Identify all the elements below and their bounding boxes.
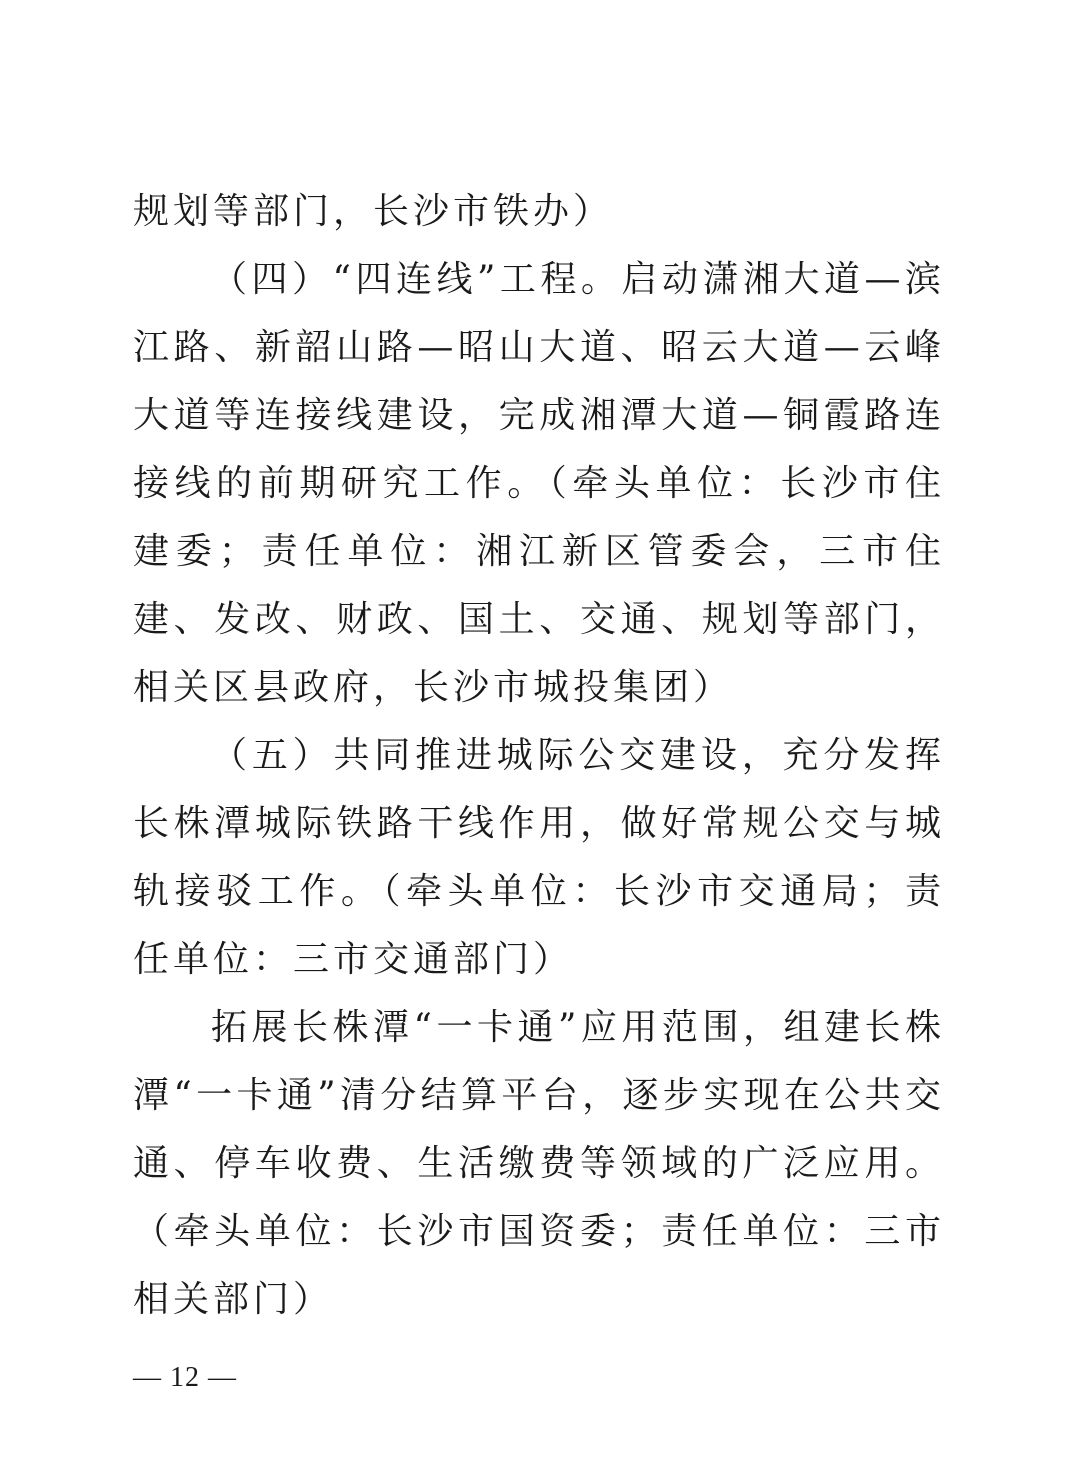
paragraph-continuation: 规划等部门，长沙市铁办）	[133, 191, 614, 232]
document-page	[133, 178, 945, 1334]
page-number: — 12 —	[133, 1362, 237, 1393]
paragraph-four-connection-lines: （四）“四连线”工程。启动潇湘大道—滨江路、新韶山路—昭山大道、昭云大道—云峰大道等连接线建设，完成湘潭大道—铜霞路连接线的前期研究工作。（牵头单位：长沙市住建委；责任单位：湘江新区管委会，三市住建、发改、财政、国土、交通、规划等部门，相关区县政府，长沙市城投集团）	[133, 259, 945, 708]
paragraph-intercity-bus: （五）共同推进城际公交建设，充分发挥长株潭城际铁路干线作用，做好常规公交与城轨接驳工作。（牵头单位：长沙市交通局；责任单位：三市交通部门）	[133, 735, 945, 980]
paragraph-one-card: 拓展长株潭“一卡通”应用范围，组建长株潭“一卡通”清分结算平台，逐步实现在公共交通、停车收费、生活缴费等领域的广泛应用。（牵头单位：长沙市国资委；责任单位：三市相关部门）	[133, 1007, 945, 1320]
